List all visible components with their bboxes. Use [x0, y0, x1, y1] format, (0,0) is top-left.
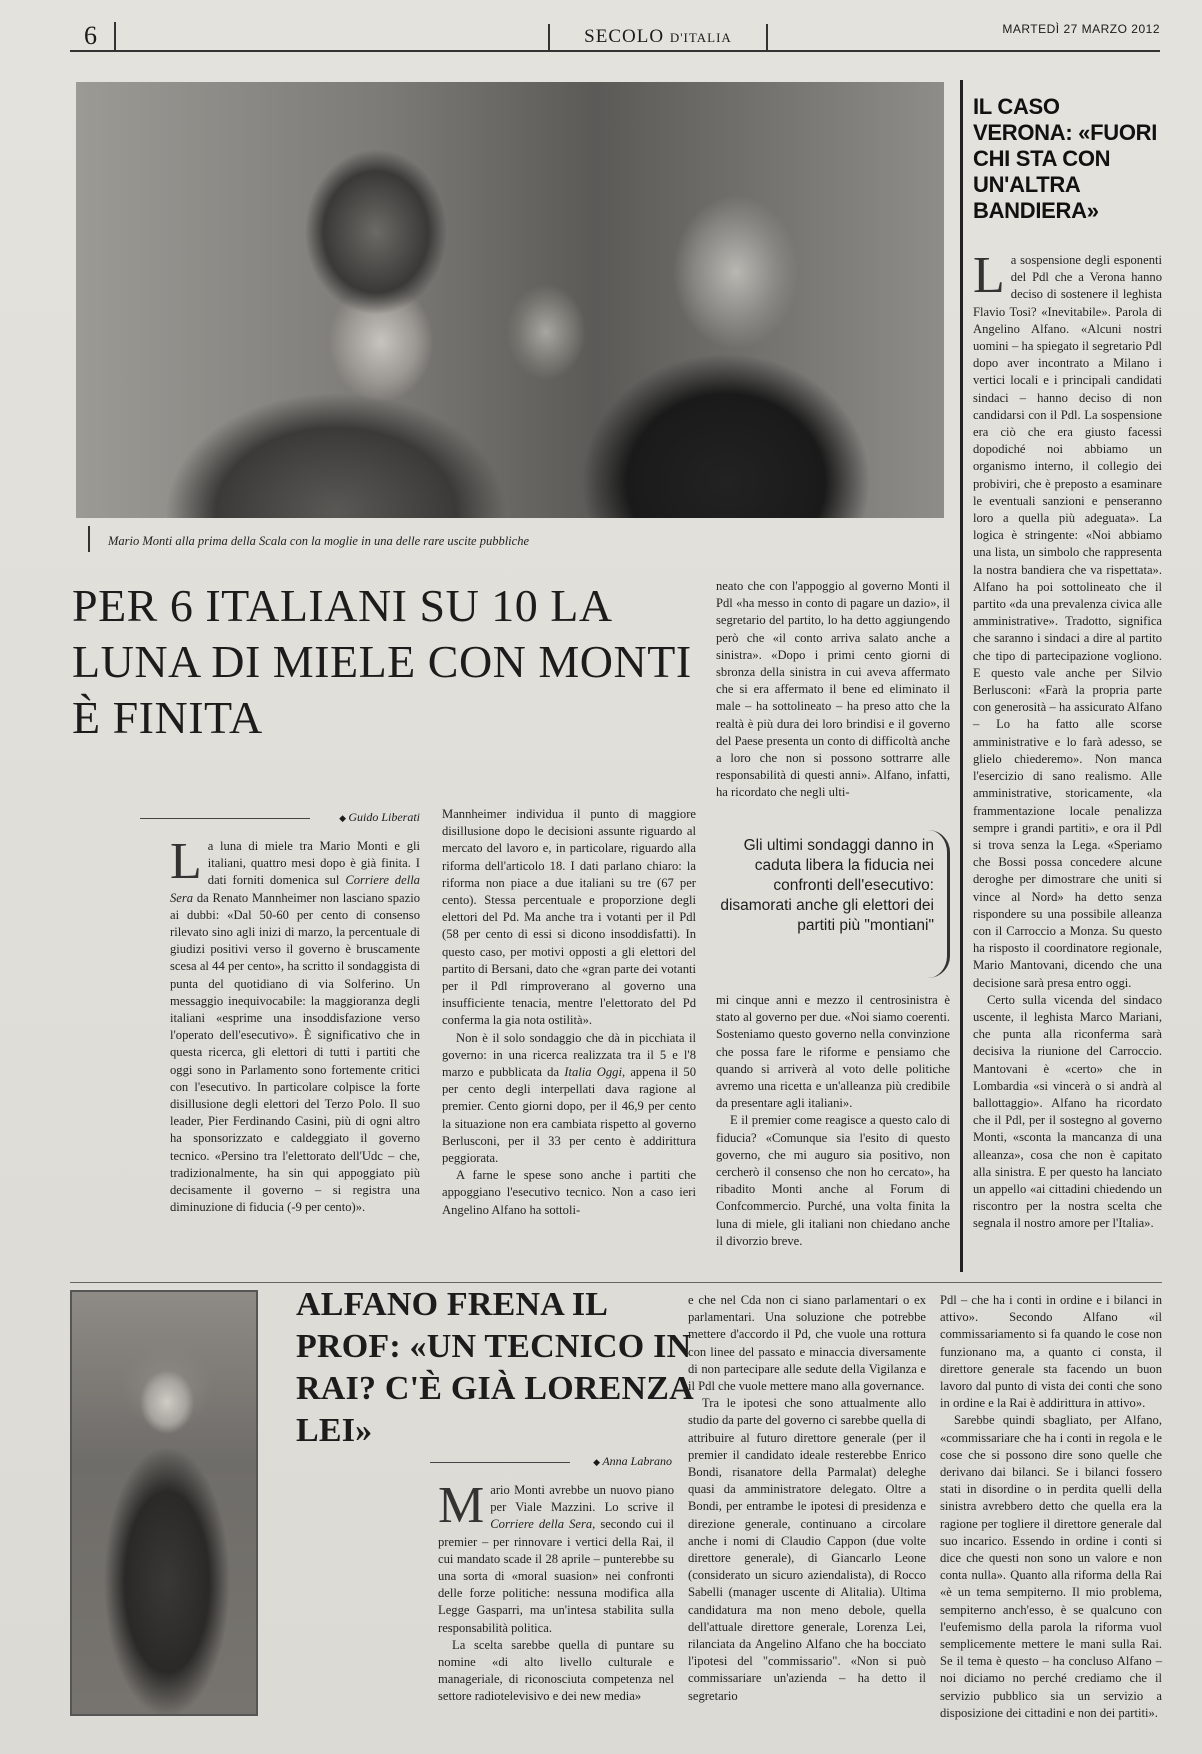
article1-paragraph [442, 1030, 696, 1168]
article2-column-3 [940, 1292, 1162, 1722]
article1-paragraph: E il premier come reagisce a questo calo di fiducia? «Comunque sia l'esito di questo governo, che mi auguro sia positivo, non cercherò il consenso che non ho cercato», ha ribadito Monti anche al Forum di Confcommercio. Purché, una volta finita la luna di miele, gli italiani non chiedano anche il divorzio breve. [716, 1113, 950, 1248]
section-separator [70, 1282, 1162, 1283]
article2-column-2 [688, 1292, 926, 1705]
paper-name-small: D'ITALIA [669, 30, 732, 45]
sidebar-body [973, 247, 1162, 1233]
article1-paragraph: neato che con l'appoggio al governo Monti il Pdl «ha messo in conto di pagare un dazio», il segretario del partito, lo ha detto aggiungendo però che «il conto arriva salato anche a sinistra». «Dopo i primi cento giorni di sbronza della sinistra in cui aveva affermato che si era affermato il bene ed eliminato il male – ha sottolineato – ha preso atto che la realtà è più dura dei loro brindisi e il governo del Paese presenta un conto di difficoltà anche a loro che non si possono sottrarre alle responsabilità di questi anni». Alfano, infatti, ha ricordato che negli ulti- [716, 579, 950, 800]
article1-column-1 [170, 833, 420, 1216]
sidebar-article [960, 80, 1162, 1272]
article1-paragraph: Mannheimer individua il punto di maggiore disillusione dopo le decisioni assunte riguardo al mercato del lavoro e, in particolare, riguardo alla riforma dell'articolo 18. I dati parlano chiaro: la riforma non piace a due italiani su tre (67 per cento). Stessa percentuale e proporzione degli elettori del Pd. Ma anche tra i votanti per il Pdl (58 per cento di essi si dicono insoddisfatti). In questo caso, per motivi opposti a gli elettori del partito di Bersani, dato che «gran parte dei votanti per il Pdl rimproverano al governo una insufficiente tenacia, mentre l'elettorato del Pd conferma la gia nota ostilità». [442, 807, 696, 1028]
text-run-italic: Corriere della Sera [170, 873, 420, 905]
issue-date: MARTEDÌ 27 MARZO 2012 [1002, 22, 1160, 36]
article2-paragraph [438, 1477, 674, 1637]
text-run: a luna di miele tra Mario Monti e gli italiani, quattro mesi dopo è già finita. I dati forniti domenica sul [207, 839, 420, 888]
article1-column-3-top [716, 578, 950, 802]
text-run: Non è il solo sondaggio che dà in picchiata il governo: in una ricerca realizzata tra il 5 e l'8 marzo e pubblicata da [442, 1030, 696, 1080]
text-run: ario Monti avrebbe un nuovo piano per Viale Mazzini. Lo scrive il [490, 1483, 674, 1515]
sidebar-title: IL CASO VERONA: «FUORI CHI STA CON UN'ALTRA BANDIERA» [973, 94, 1158, 223]
brace-decoration [928, 830, 950, 978]
byline-rule [430, 1462, 570, 1463]
article2-paragraph: Pdl – che ha i conti in ordine e i bilanci in attivo». Secondo Alfano «il commissariamento si fa quando le cose non funzionano ma, a quanto ci consta, il direttore generale sta facendo un buon lavoro dal punto di vista dei conti che sono in ordine e la Rai è addirittura in attivo». [940, 1293, 1162, 1411]
masthead [70, 18, 1160, 52]
article1-dropcap: L [170, 833, 202, 890]
article1-paragraph: mi cinque anni e mezzo il centrosinistra è stato al governo per due. «Noi siamo coerenti. Sosteniamo questo governo nella convinzione che possa fare le riforme e pensiamo che quando si arriverà al voto delle politiche avremo una ricetta e un'alleanza più credibile da presentare agli italiani». [716, 993, 950, 1111]
second-headline: ALFANO FRENA IL PROF: «UN TECNICO IN RAI? C'È GIÀ LORENZA LEI» [296, 1286, 693, 1449]
paper-name-main: SECOLO [584, 26, 665, 47]
article1-column-3-bottom [716, 992, 950, 1250]
text-run: da Renato Mannheimer non lasciano spazio ai dubbi: «Dal 50-60 per cento di consenso rilevato sino agli inizi di marzo, la percentuale di giudizi positivi verso il governo è bruscamente scesa al 44 per cento», ha scritto il sondaggista di punta del quotidiano di via Solferino. Un messaggio inequivocabile: la maggioranza degli italiani «esprime una insoddisfazione verso l'operato dell'esecutivo». È significativo che in questa ricerca, gli elettori di tutti i partiti che oggi sono in Parlamento sono fortemente critici con l'esecutivo. In particolare colpisce la forte disillusione degli elettori del Terzo Polo. Il suo leader, Pier Ferdinando Casini, più di ogni altro ha sponsorizzato e caldeggiato il governo tecnico. «Persino tra l'elettorato dell'Udc – che, tradizionalmente, ha sin qui appoggiato più decisamente il governo – si registra una diminuzione di fiducia (-9 per cento)». [170, 890, 420, 1215]
sidebar-dropcap: L [973, 247, 1005, 304]
caption-bar [88, 526, 90, 552]
text-run-italic: Italia Oggi [564, 1065, 622, 1080]
page-number: 6 [76, 22, 116, 50]
photo-caption: Mario Monti alla prima della Scala con la moglie in una delle rare uscite pubbliche [108, 534, 530, 548]
main-photo [76, 82, 944, 518]
paper-name [548, 24, 768, 50]
text-run: , secondo cui il premier – per rinnovare i vertici della Rai, il cui mandato scade il 28 aprile – punterebbe su una sorta di «moral suasion» nei confronti delle forze politiche: nessuna modifica alla Legge Gasparri, ma un'intesa stabilita sulla responsabilità politica. [438, 1517, 674, 1635]
pullquote: Gli ultimi sondaggi danno in caduta libera la fiducia nei confronti dell'esecutivo: disamorati anche gli elettori dei partiti più "montiani" [720, 837, 934, 934]
article2-paragraph: Sarebbe quindi sbagliato, per Alfano, «commissariare che ha i conti in regola e le cose che si possono dire sono quelle che derivano dai bilanci. Se i bilanci fossero stati in disordine o in perdita quelli della sinistra avrebbero detto che quella era la ragione per togliere il direttore generale dal suo incarico. Essendo in ordine i conti si dice che questi non sono un valore e non conta nulla». Quanto alla riforma della Rai «è un tema sempiterno. Il mio problema, sempiterno anch'esso, è se qualcuno con l'eufemismo della parola la riforma vuol semplicemente mettere le mani sulla Rai. Se il tema è questo – ha concluso Alfano – noi diciamo no perché crediamo che il servizio pubblico sia un servizio a disposizione dei cittadini e non dei partiti». [940, 1413, 1162, 1720]
sidebar-paragraph-2: Certo sulla vicenda del sindaco uscente, il leghista Marco Mariani, che punta alla riconferma sarà decisiva la riunione del Carroccio. Mantovani è «certo» che in Lombardia «si vincerà o si andrà al ballottaggio». Alfano ha ricordato che il Pdl, per il sostegno al governo Monti, «sconta la mancanza di una alleanza», cosa che non è capitato alla sinistra. E per questo ha lanciato un appello «ai cittadini chiedendo un riscontro per la nostra scelta che segnala il nostro amore per l'Italia». [973, 992, 1162, 1231]
text-run: , appena il 50 per cento degli interpellati dava ragione al premier. Cento giorni dopo, per il 46,9 per cento la situazione non era cambiata rispetto al governo Berlusconi, per il 33 per cento è addirittura peggiorata. [442, 1065, 696, 1166]
article1-paragraph: A farne le spese sono anche i partiti che appoggiano l'esecutivo tecnico. Non a caso ieri Angelino Alfano ha sottoli- [442, 1168, 696, 1217]
article2-paragraph: La scelta sarebbe quella di puntare su nomine «di alto livello culturale e manageriale, di riconosciuta competenza nel settore radiotelevisivo e dei new media» [438, 1637, 674, 1704]
byline: ◆ Guido Liberati [300, 810, 420, 825]
article1-paragraph [170, 833, 420, 1216]
sidebar-paragraph [973, 247, 1162, 992]
article2-dropcap: M [438, 1477, 485, 1534]
main-headline: PER 6 ITALIANI SU 10 LA LUNA DI MIELE CON MONTI È FINITA [72, 580, 692, 743]
byline-rule [140, 818, 310, 819]
article1-column-2 [442, 806, 696, 1219]
article2-column-1 [438, 1477, 674, 1706]
article2-paragraph: e che nel Cda non ci siano parlamentari o ex parlamentari. Una soluzione che potrebbe mettere d'accordo il Pd, che vuole una rottura con linee del passato e minaccia diversamente di non partecipare alle sedute della Vigilanza e il Pdl che vuole mettere mano alla governance. [688, 1293, 926, 1394]
article2-paragraph: Tra le ipotesi che sono attualmente allo studio da parte del governo ci sarebbe quella di attribuire al futuro direttore generale (per il premier il candidato ideale resterebbe Enrico Bondi, risanatore della Parmalat) deleghe quasi da amministratore delegato. Oltre a Bondi, per entrambe le ipotesi di presidenza e direzione generale, continuano a circolare anche i nomi di Claudio Cappon (due volte direttore generale), di Giancarlo Leone (considerato un sicuro aziendalista), di Rocco Sabelli (manager uscente di Alitalia). Ultima candidatura ma non meno debole, quella dell'attuale direttore generale, Lorenza Lei, rilanciata da Angelino Alfano che ha bocciato l'ipotesi del "commissario". «Non si può commissariare un'azienda – ha detto il segretario [688, 1396, 926, 1703]
text-run-italic: Corriere della Sera [490, 1517, 593, 1532]
sidebar-text: a sospensione degli esponenti del Pdl che a Verona hanno deciso di sostenere il leghista Flavio Tosi? «Inevitabile». Parola di Angelino Alfano. «Alcuni nostri uomini – ha spiegato il segretario Pdl dopo aver incontrato a Milano i vertici locali e i principali candidati sindaci – hanno deciso di non candidarsi con il Pdl. La sospensione era ciò che era giusto facessi dopodiché noi abbiamo un organismo interno, il collegio dei probiviri, che è preposto a esaminare le eventuali sanzioni e penseranno loro a quella più adeguata». La logica è stringente: «Noi abbiamo una lista, un simbolo che rappresenta la nostra bandiera che va rispettata». Alfano ha poi sottolineato che il partito «da una prevalenza civica alle amministrative». Tradotto, significa che saranno i sindaci a dire al partito che tipo di partecipazione vogliono. E questo vale anche per Silvio Berlusconi: «Farà la propria parte con generosità – ha assicurato Alfano – Lo ha fatto alle scorse amministrative e lo farà adesso, se glielo chiederemo». Non manca l'esercizio di sano realismo. Alle amministrative, storicamente, «la frammentazione locale penalizza sempre i grandi partiti», e ora il Pdl si trova senza la Lega. «Speriamo che Bossi possa concedere alcune deroghe per dimostrare che uniti si vince al Nord» ha detto senza rispondere su una possibile alleanza con il Carroccio a Monza. Su questo ha risposto il coordinatore regionale, Mario Mantovani, dicendo che una decisione sarà presa entro oggi. [973, 253, 1162, 990]
byline: ◆ Anna Labrano [560, 1454, 672, 1469]
portrait-photo [70, 1290, 258, 1716]
